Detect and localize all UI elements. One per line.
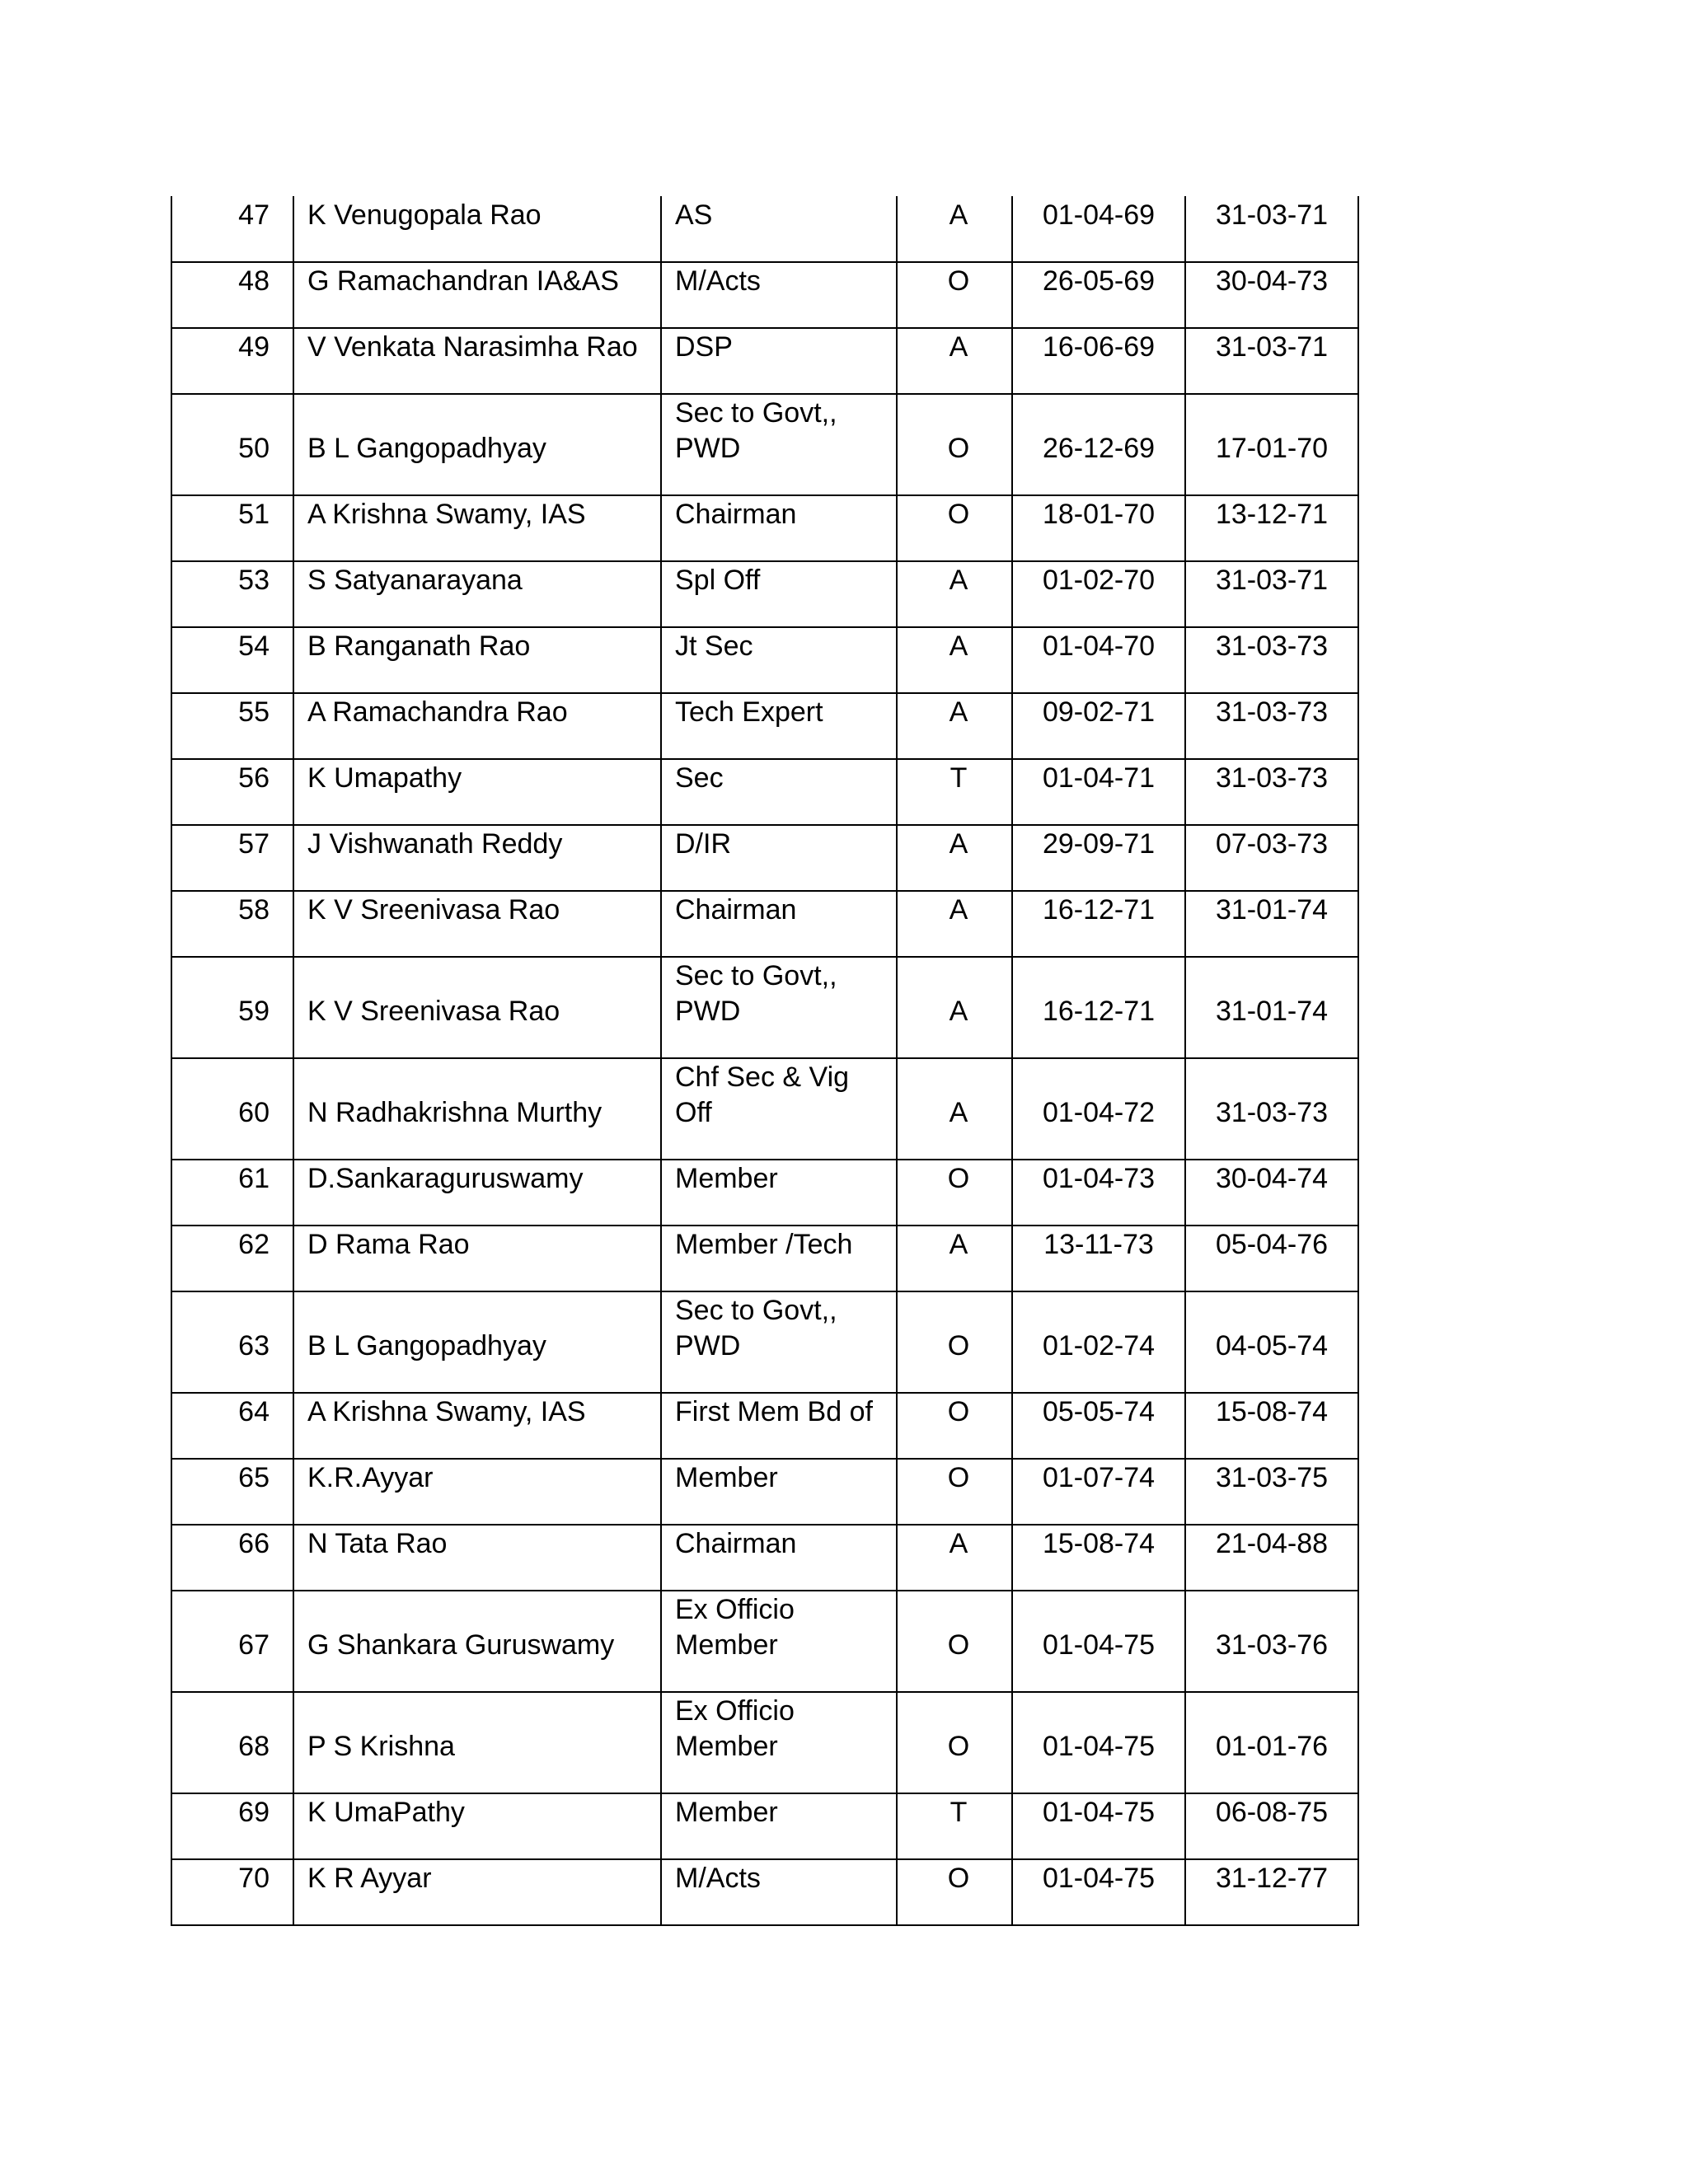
designation-cell: Chairman [661,495,897,561]
table-row [171,495,1358,561]
from-date-cell: 16-06-69 [1012,328,1185,394]
from-date-cell: 15-08-74 [1012,1525,1185,1591]
category-cell: A [897,1058,1012,1160]
from-date-cell: 05-05-74 [1012,1393,1185,1459]
to-date-cell: 31-03-73 [1185,759,1358,825]
from-date-cell: 01-02-70 [1012,561,1185,627]
table-row [171,1525,1358,1591]
designation-line: Chf Sec & Vig [675,1062,850,1093]
serial-number-cell: 56 [171,759,293,825]
table-row [171,561,1358,627]
name-cell: G Shankara Guruswamy [293,1591,661,1692]
designation-cell: Chairman [661,891,897,957]
name-cell: B L Gangopadhyay [293,394,661,495]
serial-number-cell: 54 [171,627,293,693]
category-cell: O [897,1692,1012,1793]
name-cell: K V Sreenivasa Rao [293,891,661,957]
name-cell: N Radhakrishna Murthy [293,1058,661,1160]
category-cell: A [897,891,1012,957]
designation-line: Sec to Govt,, [675,960,837,991]
to-date-cell: 31-03-71 [1185,328,1358,394]
name-cell: D Rama Rao [293,1226,661,1291]
from-date-cell: 01-04-71 [1012,759,1185,825]
designation-line: PWD [675,433,741,464]
from-date-cell: 13-11-73 [1012,1226,1185,1291]
to-date-cell: 17-01-70 [1185,394,1358,495]
table-row [171,891,1358,957]
designation-cell: Member [661,1160,897,1226]
name-cell: K R Ayyar [293,1859,661,1925]
to-date-cell: 01-01-76 [1185,1692,1358,1793]
table-row [171,957,1358,1058]
to-date-cell: 31-12-77 [1185,1859,1358,1925]
to-date-cell: 31-03-76 [1185,1591,1358,1692]
serial-number-cell: 58 [171,891,293,957]
designation-line: Off [675,1097,712,1128]
serial-number-cell: 49 [171,328,293,394]
category-cell: O [897,1291,1012,1393]
table-row [171,627,1358,693]
table-row [171,196,1358,262]
to-date-cell: 31-01-74 [1185,957,1358,1058]
table-row [171,1859,1358,1925]
from-date-cell: 09-02-71 [1012,693,1185,759]
serial-number-cell: 51 [171,495,293,561]
designation-cell: Sec [661,759,897,825]
designation-cell: Jt Sec [661,627,897,693]
category-cell: A [897,328,1012,394]
from-date-cell: 26-12-69 [1012,394,1185,495]
to-date-cell: 31-03-75 [1185,1459,1358,1525]
table-row [171,1058,1358,1160]
serial-number-cell: 62 [171,1226,293,1291]
table-row [171,1160,1358,1226]
designation-cell: Spl Off [661,561,897,627]
serial-number-cell: 66 [171,1525,293,1591]
name-cell: B L Gangopadhyay [293,1291,661,1393]
to-date-cell: 06-08-75 [1185,1793,1358,1859]
from-date-cell: 01-04-69 [1012,196,1185,262]
serial-number-cell: 53 [171,561,293,627]
serial-number-cell: 67 [171,1591,293,1692]
designation-cell [661,1591,897,1692]
table-row [171,759,1358,825]
from-date-cell: 26-05-69 [1012,262,1185,328]
table-row [171,1226,1358,1291]
designation-line: Member [675,1629,778,1661]
to-date-cell: 15-08-74 [1185,1393,1358,1459]
designation-line: Sec to Govt,, [675,1295,837,1326]
designation-cell: Member [661,1459,897,1525]
from-date-cell: 01-04-75 [1012,1859,1185,1925]
from-date-cell: 01-04-73 [1012,1160,1185,1226]
name-cell: A Krishna Swamy, IAS [293,1393,661,1459]
designation-cell: First Mem Bd of [661,1393,897,1459]
name-cell: D.Sankaraguruswamy [293,1160,661,1226]
appointments-table [171,196,1359,1926]
category-cell: A [897,825,1012,891]
to-date-cell: 07-03-73 [1185,825,1358,891]
to-date-cell: 05-04-76 [1185,1226,1358,1291]
from-date-cell: 01-04-72 [1012,1058,1185,1160]
designation-cell: Member [661,1793,897,1859]
table-row [171,1793,1358,1859]
designation-cell [661,1692,897,1793]
serial-number-cell: 57 [171,825,293,891]
to-date-cell: 31-03-71 [1185,561,1358,627]
from-date-cell: 29-09-71 [1012,825,1185,891]
designation-cell [661,957,897,1058]
category-cell: T [897,1793,1012,1859]
name-cell: B Ranganath Rao [293,627,661,693]
designation-line: PWD [675,996,741,1027]
name-cell: P S Krishna [293,1692,661,1793]
to-date-cell: 31-03-71 [1185,196,1358,262]
table-row [171,1459,1358,1525]
serial-number-cell: 47 [171,196,293,262]
serial-number-cell: 64 [171,1393,293,1459]
designation-line: Member [675,1731,778,1762]
from-date-cell: 01-04-75 [1012,1793,1185,1859]
designation-cell: M/Acts [661,262,897,328]
from-date-cell: 16-12-71 [1012,957,1185,1058]
name-cell: V Venkata Narasimha Rao [293,328,661,394]
category-cell: O [897,394,1012,495]
table-row [171,825,1358,891]
to-date-cell: 30-04-74 [1185,1160,1358,1226]
designation-cell: Chairman [661,1525,897,1591]
designation-cell: AS [661,196,897,262]
category-cell: O [897,495,1012,561]
category-cell: A [897,627,1012,693]
table-row [171,394,1358,495]
serial-number-cell: 65 [171,1459,293,1525]
name-cell: K Umapathy [293,759,661,825]
serial-number-cell: 60 [171,1058,293,1160]
from-date-cell: 01-04-70 [1012,627,1185,693]
name-cell: K UmaPathy [293,1793,661,1859]
category-cell: A [897,1525,1012,1591]
table-row [171,1591,1358,1692]
designation-line: Sec to Govt,, [675,397,837,429]
table-row [171,328,1358,394]
category-cell: A [897,693,1012,759]
designation-cell: Tech Expert [661,693,897,759]
designation-line: Ex Officio [675,1594,795,1625]
name-cell: N Tata Rao [293,1525,661,1591]
name-cell: S Satyanarayana [293,561,661,627]
category-cell: A [897,1226,1012,1291]
from-date-cell: 16-12-71 [1012,891,1185,957]
designation-cell [661,1291,897,1393]
table-row [171,1393,1358,1459]
to-date-cell: 13-12-71 [1185,495,1358,561]
to-date-cell: 21-04-88 [1185,1525,1358,1591]
from-date-cell: 01-02-74 [1012,1291,1185,1393]
name-cell: K.R.Ayyar [293,1459,661,1525]
designation-cell: DSP [661,328,897,394]
from-date-cell: 01-04-75 [1012,1692,1185,1793]
name-cell: J Vishwanath Reddy [293,825,661,891]
from-date-cell: 01-04-75 [1012,1591,1185,1692]
category-cell: A [897,561,1012,627]
to-date-cell: 04-05-74 [1185,1291,1358,1393]
table-row [171,1692,1358,1793]
serial-number-cell: 50 [171,394,293,495]
serial-number-cell: 68 [171,1692,293,1793]
name-cell: K V Sreenivasa Rao [293,957,661,1058]
serial-number-cell: 70 [171,1859,293,1925]
table-row [171,1291,1358,1393]
category-cell: O [897,1459,1012,1525]
name-cell: G Ramachandran IA&AS [293,262,661,328]
serial-number-cell: 48 [171,262,293,328]
category-cell: T [897,759,1012,825]
designation-cell [661,1058,897,1160]
designation-cell [661,394,897,495]
serial-number-cell: 69 [171,1793,293,1859]
designation-cell: Member /Tech [661,1226,897,1291]
table-row [171,262,1358,328]
category-cell: O [897,262,1012,328]
category-cell: A [897,957,1012,1058]
serial-number-cell: 61 [171,1160,293,1226]
name-cell: A Ramachandra Rao [293,693,661,759]
designation-cell: D/IR [661,825,897,891]
to-date-cell: 30-04-73 [1185,262,1358,328]
category-cell: O [897,1160,1012,1226]
table-row [171,693,1358,759]
serial-number-cell: 63 [171,1291,293,1393]
designation-cell: M/Acts [661,1859,897,1925]
to-date-cell: 31-01-74 [1185,891,1358,957]
table-body [171,196,1358,1925]
category-cell: O [897,1859,1012,1925]
from-date-cell: 18-01-70 [1012,495,1185,561]
category-cell: O [897,1393,1012,1459]
to-date-cell: 31-03-73 [1185,693,1358,759]
serial-number-cell: 55 [171,693,293,759]
name-cell: A Krishna Swamy, IAS [293,495,661,561]
from-date-cell: 01-07-74 [1012,1459,1185,1525]
category-cell: A [897,196,1012,262]
to-date-cell: 31-03-73 [1185,1058,1358,1160]
designation-line: Ex Officio [675,1695,795,1727]
serial-number-cell: 59 [171,957,293,1058]
category-cell: O [897,1591,1012,1692]
designation-line: PWD [675,1330,741,1361]
to-date-cell: 31-03-73 [1185,627,1358,693]
name-cell: K Venugopala Rao [293,196,661,262]
